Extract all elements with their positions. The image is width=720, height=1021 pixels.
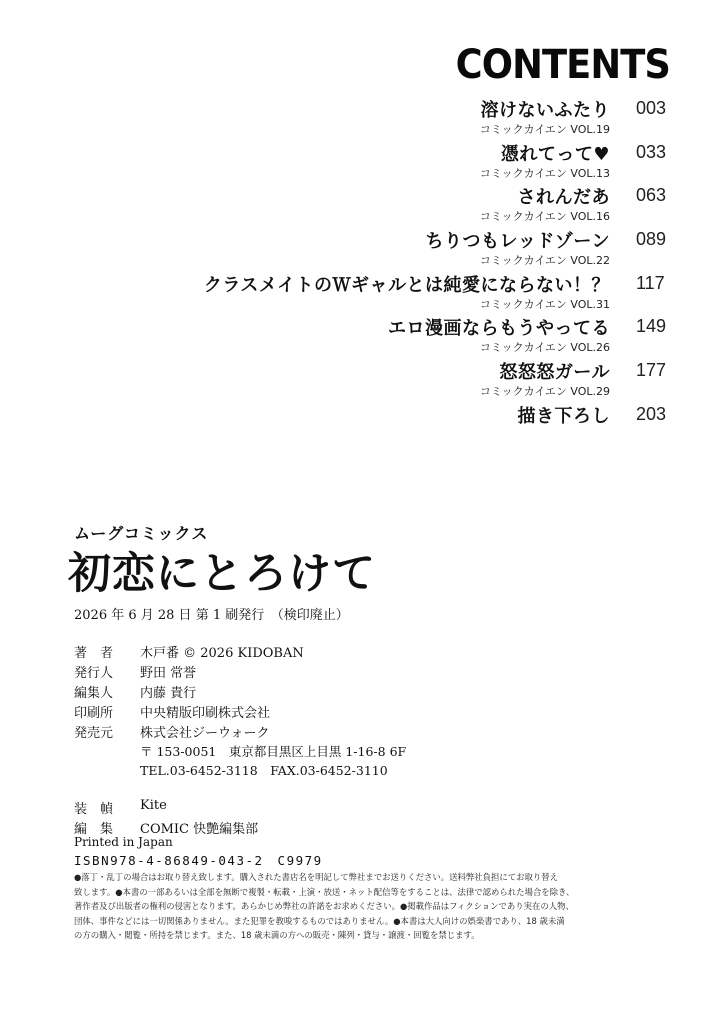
colophon-key: 印刷所 — [74, 706, 114, 721]
colophon-value: 株式会社ジーウォーク — [140, 726, 270, 741]
contents-heading: CONTENTS — [455, 42, 670, 88]
toc-source: コミックカイエン VOL.31 — [479, 297, 610, 311]
colophon-value: 木戸番 © 2026 KIDOBAN — [140, 646, 304, 661]
credits — [74, 798, 674, 838]
toc-source: コミックカイエン VOL.26 — [479, 341, 610, 355]
credit-value: Kite — [140, 798, 167, 813]
toc-title: エロ漫画ならもうやってる — [388, 318, 610, 340]
notice-line: ●落丁・乱丁の場合はお取り替え致します。購入された書店名を明記して弊社までお送りください。送料弊社負担にてお取り替え — [74, 872, 559, 882]
notice-line: 団体、事件などには一切関係ありません。また犯罪を教唆するものではありません。●本書は大人向けの娯楽書であり、18 歳未満 — [74, 915, 565, 926]
credit-key: 編 集 — [74, 822, 114, 837]
imprint-label: ムーグコミックス — [74, 524, 209, 543]
toc-page: 063 — [636, 185, 667, 206]
table-of-contents — [0, 96, 720, 446]
toc-page: 089 — [636, 229, 667, 250]
toc-title: 描き下ろし — [517, 405, 610, 427]
toc-source: コミックカイエン VOL.16 — [479, 210, 610, 224]
colophon-row — [74, 702, 674, 722]
address-text: 〒 153-0051 東京都目黒区上目黒 1-16-8 6F — [140, 744, 407, 759]
toc-source: コミックカイエン VOL.13 — [479, 166, 610, 180]
colophon-key: 著 者 — [74, 646, 114, 661]
notice-line: 著作者及び出版者の権利の侵害となります。あらかじめ弊社の許諾をお求めください。●掲載作品はフィクションであり実在の人物、 — [74, 901, 574, 911]
colophon-row — [74, 662, 674, 682]
publication-date: 2026 年 6 月 28 日 第 1 刷発行 （検印廃止） — [74, 608, 349, 623]
toc-page: 117 — [636, 272, 665, 293]
toc-page: 003 — [636, 98, 667, 118]
notice-line: の方の購入・閲覧・所持を禁じます。また、18 歳未満の方への販売・陳列・貸与・譲渡・回覧を禁じます。 — [74, 930, 480, 940]
toc-entry — [0, 227, 720, 271]
toc-page: 033 — [636, 141, 667, 162]
credit-value: COMIC 快艶編集部 — [140, 822, 259, 837]
address-line — [74, 742, 674, 761]
toc-title: クラスメイトのＷギャルとは純愛にならない！？ — [203, 274, 610, 296]
toc-entry — [0, 183, 720, 227]
printed-in: Printed in Japan — [74, 835, 173, 849]
credit-row — [74, 798, 674, 818]
book-title: 初恋にとろけて — [68, 549, 376, 599]
toc-entry — [0, 271, 720, 315]
toc-page: 203 — [636, 403, 667, 424]
colophon-value: 野田 常誉 — [140, 666, 197, 681]
colophon-key: 発行人 — [74, 666, 114, 681]
colophon-key: 発売元 — [74, 726, 114, 741]
colophon-row — [74, 682, 674, 702]
notice-line: 致します。●本書の一部あるいは全部を無断で複製・転載・上演・放送・ネット配信等をすることは、法律で認められた場合を除き、 — [74, 886, 575, 897]
toc-title: 怒怒怒ガール — [499, 362, 610, 384]
colophon-value: 中央精版印刷株式会社 — [140, 706, 271, 721]
colophon-value: 内藤 貴行 — [140, 686, 197, 701]
colophon-row — [74, 722, 674, 742]
credit-key: 装 幀 — [74, 802, 114, 817]
colophon-key: 編集人 — [74, 686, 114, 701]
toc-entry — [0, 314, 720, 358]
toc-entry — [0, 358, 720, 402]
toc-source: コミックカイエン VOL.22 — [479, 254, 610, 268]
toc-title: ちりつもレッドゾーン — [425, 231, 610, 253]
toc-source: コミックカイエン VOL.19 — [479, 123, 610, 136]
toc-page: 149 — [636, 316, 667, 337]
toc-entry — [0, 402, 720, 446]
contact-text: TEL.03-6452-3118 FAX.03-6452-3110 — [140, 763, 388, 778]
toc-title: 憑れてって♥ — [500, 143, 610, 165]
colophon — [74, 642, 674, 780]
toc-title: 溶けないふたり — [480, 100, 610, 121]
isbn: ISBN978-4-86849-043-2 C9979 — [74, 853, 323, 868]
toc-page: 177 — [636, 360, 667, 381]
toc-title: されんだあ — [517, 187, 610, 209]
toc-source: コミックカイエン VOL.29 — [479, 385, 610, 399]
toc-entry — [0, 140, 720, 184]
colophon-row — [74, 642, 674, 662]
legal-notice — [74, 870, 654, 943]
contact-line — [74, 761, 674, 780]
toc-entry — [0, 96, 720, 140]
